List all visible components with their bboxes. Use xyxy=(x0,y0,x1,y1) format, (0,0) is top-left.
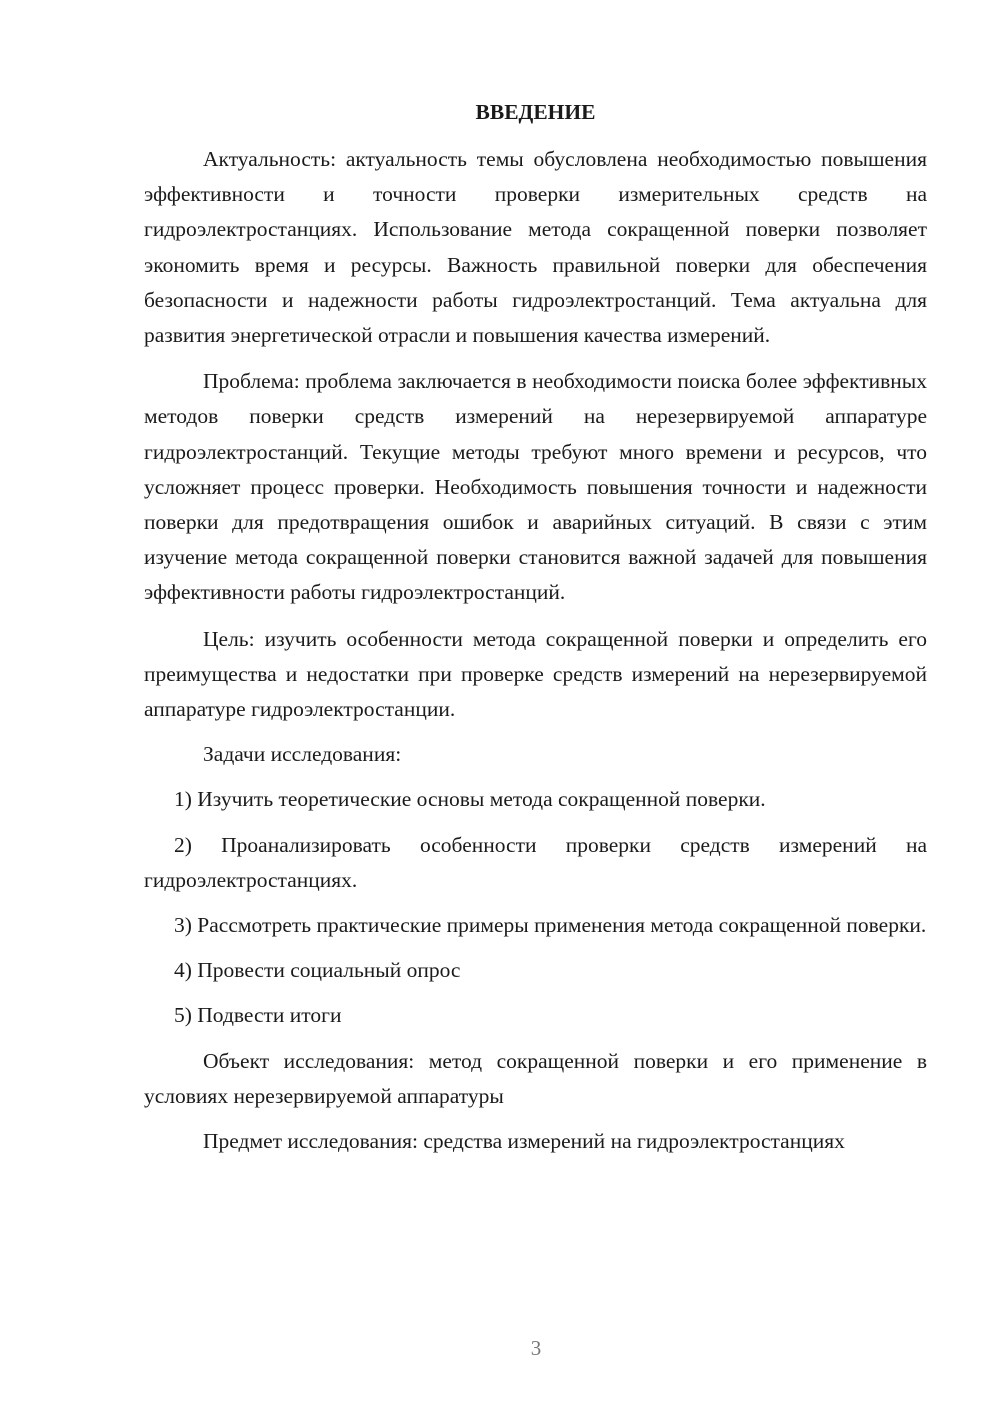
task-item-5: 5) Подвести итоги xyxy=(174,1003,342,1028)
task-item-4: 4) Провести социальный опрос xyxy=(174,958,461,983)
document-title: ВВЕДЕНИЕ xyxy=(475,100,596,124)
paragraph-object: Объект исследования: метод сокращенной поверки и его применение в условиях нерезервируемой аппаратуры xyxy=(144,1048,927,1108)
paragraph-subject: Предмет исследования: средства измерений на гидроэлектростанциях xyxy=(203,1129,845,1154)
task-item-3: 3) Рассмотреть практические примеры применения метода сокращенной поверки. xyxy=(174,913,927,938)
page-number: 3 xyxy=(530,1336,542,1360)
paragraph-relevance: Актуальность: актуальность темы обусловлена необходимостью повышения эффективности и точности проверки измерительных средств на гидроэлектростанциях. Использование метода сокращенной поверки позволяет экономить время и ресурсы. Важность правильной поверки для обеспечения безопасности и надежности работы гидроэлектростанций. Тема актуальна для развития энергетической отрасли и повышения качества измерений. xyxy=(144,147,927,348)
paragraph-goal: Цель: изучить особенности метода сокращенной поверки и определить его преимущества и недостатки при проверке средств измерений на нерезервируемой аппаратуре гидроэлектростанции. xyxy=(144,626,927,722)
task-item-1: 1) Изучить теоретические основы метода сокращенной поверки. xyxy=(174,787,766,812)
document-page xyxy=(144,95,927,1159)
paragraph-problem: Проблема: проблема заключается в необходимости поиска более эффективных методов поверки средств измерений на нерезервируемой аппаратуре гидроэлектростанций. Текущие методы требуют много времени и ресурсов, что усложняет процесс проверки. Необходимость повышения точности и надежности поверки для предотвращения ошибок и аварийных ситуаций. В связи с этим изучение метода сокращенной поверки становится важной задачей для повышения эффективности работы гидроэлектростанций. xyxy=(144,369,927,605)
tasks-heading: Задачи исследования: xyxy=(203,742,402,767)
task-item-2: 2) Проанализировать особенности проверки средств измерений на гидроэлектростанциях. xyxy=(144,832,927,892)
